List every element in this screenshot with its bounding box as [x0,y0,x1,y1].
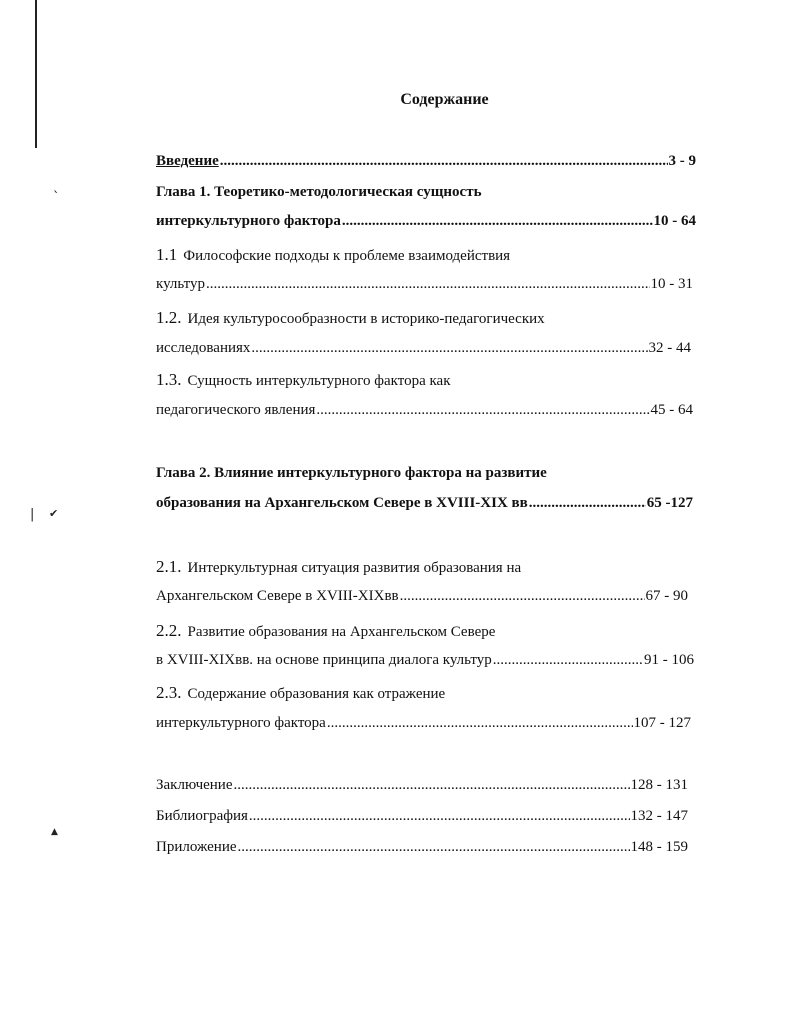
dot-leader [251,341,647,356]
toc-entry-pages: 3 - 9 [668,153,696,169]
toc-entry-label: культур [156,276,206,292]
toc-entry-pages: 10 - 64 [653,213,696,229]
section-number: 2.3. [156,683,182,702]
toc-entry-label: образования на Архангельском Севере в XVIII-XIX вв [156,495,528,511]
dot-leader [529,496,646,511]
dot-leader [342,214,653,229]
chapter-2-heading-line2 [156,496,693,511]
toc-entry-pages: 91 - 106 [644,652,694,668]
section-1-3-line2 [156,403,693,418]
margin-mark-bar: | [30,507,35,522]
section-number: 1.2. [156,308,182,327]
dot-leader [238,840,630,855]
toc-entry-label: исследованиях [156,340,251,356]
section-1-2-line2 [156,341,691,356]
toc-entry-bibliography [156,809,688,824]
dot-leader [249,809,630,824]
section-1-3-line1: 1.3. Сущность интеркультурного фактора как [156,370,451,389]
dot-leader [400,589,645,604]
toc-entry-pages: 67 - 90 [645,588,688,604]
toc-entry-label: интеркультурного фактора [156,715,326,731]
toc-entry-label: педагогического явления [156,402,316,418]
toc-entry-pages: 45 - 64 [650,402,693,418]
section-number: 1.3. [156,370,182,389]
toc-entry-pages: 128 - 131 [630,777,688,793]
toc-entry-pages: 107 - 127 [633,715,691,731]
dot-leader [206,277,649,292]
toc-entry-label: Заключение [156,777,233,793]
page-title: Содержание [400,91,489,108]
toc-entry-pages: 10 - 31 [650,276,693,292]
section-2-2-line1: 2.2. Развитие образования на Архангельском Севере [156,621,496,640]
toc-entry-intro [156,154,696,169]
toc-entry-appendix [156,840,688,855]
toc-entry-pages: 148 - 159 [630,839,688,855]
dot-leader [327,716,633,731]
toc-entry-label: Введение [156,153,219,169]
dot-leader [220,154,668,169]
section-2-2-line2 [156,653,694,668]
dot-leader [493,653,643,668]
chapter-2-heading: Глава 2. Влияние интеркультурного фактора на развитие [156,465,547,481]
toc-entry-label: Библиография [156,808,248,824]
scan-edge-line [35,0,37,148]
section-2-3-line2 [156,716,691,731]
section-number: 2.2. [156,621,182,640]
section-2-1-line1: 2.1. Интеркультурная ситуация развития образования на [156,557,522,576]
toc-entry-conclusion [156,778,688,793]
toc-entry-label: в XVIII-XIXвв. на основе принципа диалога культур [156,652,492,668]
chapter-1-heading-line2 [156,214,696,229]
section-1-1-line1: 1.1 Философские подходы к проблеме взаимодействия [156,245,511,264]
toc-entry-pages: 132 - 147 [630,808,688,824]
dot-leader [234,778,630,793]
dot-leader [316,403,649,418]
toc-entry-label: Архангельском Севере в XVIII-XIXвв [156,588,399,604]
section-1-2-line1: 1.2. Идея культуросообразности в историко-педагогических [156,308,545,327]
section-1-1-line2 [156,277,693,292]
section-2-3-line1: 2.3. Содержание образования как отражение [156,683,446,702]
toc-entry-label: Приложение [156,839,237,855]
toc-entry-label: интеркультурного фактора [156,213,341,229]
margin-mark-check: ✔ [49,507,59,520]
toc-entry-pages: 65 -127 [646,495,693,511]
margin-mark-triangle: ▲ [51,827,58,837]
section-2-1-line2 [156,589,688,604]
section-number: 1.1 [156,245,178,264]
section-number: 2.1. [156,557,182,576]
toc-entry-pages: 32 - 44 [648,340,691,356]
margin-mark-tick: ˎ [53,179,60,194]
chapter-1-heading: Глава 1. Теоретико-методологическая сущность [156,184,482,200]
